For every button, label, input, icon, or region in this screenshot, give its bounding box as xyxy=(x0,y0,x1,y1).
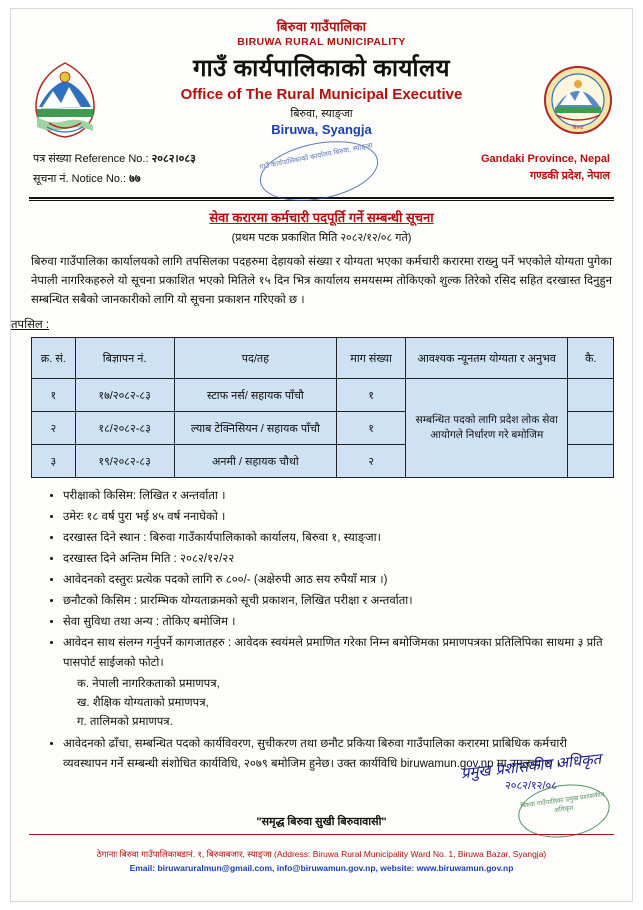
notice-title: सेवा करारमा कर्मचारी पदपूर्ति गर्ने सम्बन्धी सूचना xyxy=(209,210,434,225)
cell-advertisement-no: १७/२०८२-८३ xyxy=(75,379,174,412)
sub-list-item: ग. तालिमको प्रमाणपत्र. xyxy=(77,716,173,728)
cell-serial: २ xyxy=(32,412,76,445)
list-item: • छनौटको किसिम : प्रारम्भिक योग्यताक्रमको सूची प्रकाशन, लिखित परीक्षा र अन्तर्वाता। xyxy=(63,591,612,611)
letter-number-value: २०८२।०८३ xyxy=(151,153,196,165)
list-item: • दरखास्त दिने स्थान : बिरुवा गाउँकार्यपालिकाको कार्यालय, बिरुवा १, स्याङ्जा। xyxy=(63,528,612,548)
municipality-name-np: बिरुवा गाउँपालिका xyxy=(276,19,367,34)
cell-count: १ xyxy=(337,379,406,412)
sub-list-item: ख. शैक्षिक योग्यताको प्रमाणपत्र, xyxy=(77,697,209,709)
province-np: गण्डकी प्रदेश, नेपाल xyxy=(529,170,610,182)
cell-count: २ xyxy=(337,445,406,478)
cell-serial: ३ xyxy=(32,445,76,478)
table-header-row xyxy=(32,338,614,379)
footer-address: ठेगानाः बिरुवा गाउँपालिकाबडानं. १, बिरुवाबजार, स्याङ्जा (Address: Biruwa Rural Municipality Ward No. 1, Biruwa Bazar, Syangja) xyxy=(96,849,547,859)
footer-contact: Email: biruwaruralmun@gmail.com, info@biruwamun.gov.np, website: www.biruwamun.gov.np xyxy=(129,863,514,873)
th-post-level: पद/तह xyxy=(174,338,337,379)
reference-row xyxy=(29,142,614,195)
header-divider-2 xyxy=(29,200,614,201)
cell-post: अनमी / सहायक चौथो xyxy=(174,445,337,478)
conditions-list xyxy=(63,486,612,774)
official-seal-text: बिरुवा गाउँपालिका प्रमुख प्रशासकीय अधिकृत xyxy=(520,791,605,815)
municipality-name-en: BIRUWA RURAL MUNICIPALITY xyxy=(237,36,406,48)
office-name-en: Office of The Rural Municipal Executive xyxy=(180,86,463,103)
documents-sublist xyxy=(77,675,612,732)
list-item: • सेवा सुविधा तथा अन्य : तोकिए बमोजिम । xyxy=(63,612,612,632)
signature-name: प्रमुख प्रशासकीय अधिकृत xyxy=(460,749,602,783)
cell-serial: १ xyxy=(32,379,76,412)
th-serial: क्र. सं. xyxy=(32,338,76,379)
notice-number-label: सूचना नं. Notice No.: xyxy=(33,173,127,185)
cell-remark xyxy=(568,412,614,445)
list-item xyxy=(63,633,612,732)
cell-post: स्टाफ नर्स/ सहायक पाँचौ xyxy=(174,379,337,412)
cell-remark xyxy=(568,445,614,478)
municipality-logo-icon xyxy=(542,61,614,139)
letter-number-line xyxy=(33,149,196,169)
office-stamp-text: गाउँ कार्यपालिकाको कार्यालय बिरुवा, स्याङ्जा xyxy=(259,142,374,172)
letterhead xyxy=(11,9,632,137)
office-name-np: गाउँ कार्यपालिकाको कार्यालय xyxy=(193,55,450,82)
sub-list-item: क. नेपाली नागरिकताको प्रमाणपत्र, xyxy=(77,678,220,690)
th-remarks: कै. xyxy=(568,338,614,379)
cell-advertisement-no: १९/२०८२-८३ xyxy=(75,445,174,478)
notice-sheet xyxy=(10,8,633,902)
cell-count: १ xyxy=(337,412,406,445)
notice-number-value: ७७ xyxy=(129,173,141,185)
publication-date: (प्रथम पटक प्रकाशित मिति २०८२/१२/०८ गते) xyxy=(231,232,412,244)
th-demand-count: माग संख्या xyxy=(337,338,406,379)
slogan: "समृद्ध बिरुवा सुखी बिरुवावासी" xyxy=(256,816,387,828)
footer-block xyxy=(11,847,632,875)
tapasil-label: तपसिल : xyxy=(11,319,50,331)
svg-text:बिरुवा: बिरुवा xyxy=(572,125,584,131)
list-item: • परीक्षाको किसिम: लिखित र अन्तर्वाता । xyxy=(63,486,612,506)
office-address-np: बिरुवा, स्याङ्जा xyxy=(290,108,353,120)
province-en: Gandaki Province, Nepal xyxy=(481,153,610,165)
reference-left-block xyxy=(33,149,196,189)
list-item: • आवेदनको ढाँचा, सम्बन्धित पदको कार्यविवरण, सुचीकरण तथा छनौट प्रकिया बिरुवा गाउँपालिका करारमा प्राबिधिक कर्मचारी व्यवस्थापन गर्ने सम्बन्धी संशोधित कार्यविधि, २०७९ बमोजिम हुनेछ। उक्त कार्यविधि biruwamun.gov.np मा उपलब्ध छ । xyxy=(63,734,612,774)
letter-number-label: पत्र संख्या Reference No.: xyxy=(33,153,149,165)
list-item: • उमेरः १८ वर्ष पुरा भई ४५ वर्ष ननाघेको । xyxy=(63,507,612,527)
th-qualification: आवश्यक न्यूनतम योग्यता र अनुभव xyxy=(406,338,568,379)
cell-qualification: सम्बन्धित पदको लागि प्रदेश लोक सेवा आयोगले निर्धारण गरे बमोजिम xyxy=(406,379,568,478)
signature-date: २०८२/१२/०८ xyxy=(505,780,557,792)
documents-required-text: • आवेदन साथ संलग्न गर्नुपर्ने कागजातहरु : आवेदक स्वयंमले प्रमाणित गरेका निम्न बमोजिमका प्रमाणपत्रका प्रतिलिपिका साथमा ३ प्रति पासपोर्ट साईजको फोटो। xyxy=(63,637,603,669)
th-advertisement-no: बिज्ञापन नं. xyxy=(75,338,174,379)
notice-number-line xyxy=(33,169,196,189)
footer-divider xyxy=(29,834,614,835)
office-address-en: Biruwa, Syangja xyxy=(271,122,372,137)
list-item: • दरखास्त दिने अन्तिम मिति : २०८२/१२/२२ xyxy=(63,549,612,569)
list-item: • आवेदनको दस्तुरः प्रत्येक पदको लागि रु ८००/- (अक्षेरुपी आठ सय रुपैयाँ मात्र ।) xyxy=(63,570,612,590)
nepal-emblem-icon xyxy=(29,61,101,139)
cell-post: ल्याब टेक्निसियन / सहायक पाँचौ xyxy=(174,412,337,445)
cell-advertisement-no: १८/२०८२-८३ xyxy=(75,412,174,445)
province-block xyxy=(481,151,610,185)
vacancy-table xyxy=(31,337,614,478)
table-row xyxy=(32,379,614,412)
notice-paragraph: बिरुवा गाउँपालिका कार्यालयको लागि तपसिलका पदहरुमा देहायको संख्या र योग्यता भएका कर्मचारी करारमा राख्नु पर्ने भएकोले योग्यता पुगेका नेपाली नागरिकहरुले यो सूचना प्रकाशित भएको मितिले १५ दिन भित्र कार्यालय समयसम्म तोकिएको शुल्क तिरेको रसिद सहित दरखास्त दिनुहुन सम्बन्धित सबैको जानकारीको लागि यो सूचना प्रकाशन गरिएको छ । xyxy=(31,256,612,306)
cell-remark xyxy=(568,379,614,412)
